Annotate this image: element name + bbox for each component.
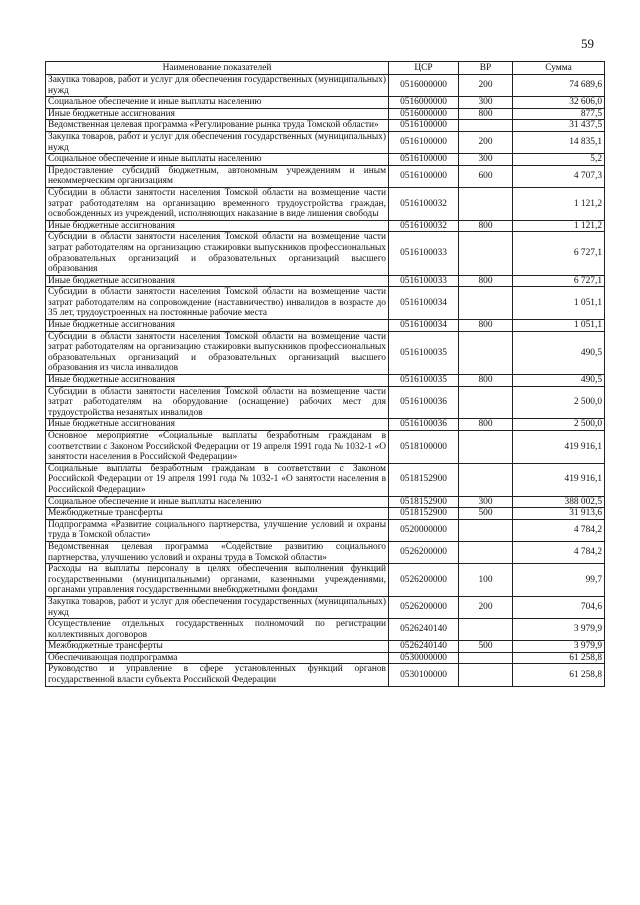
row-name-cell: Ведомственная целевая программа «Содействие развитию социального партнерства, улучшению условий и охраны труда в Томской области» (46, 541, 389, 563)
row-sum-cell: 4 784,2 (513, 519, 605, 541)
row-csr-cell: 0516100036 (389, 386, 459, 419)
row-vr-cell (459, 652, 513, 664)
row-csr-cell: 0516000000 (389, 108, 459, 120)
row-sum-cell: 61 258,8 (513, 664, 605, 686)
table-row (46, 232, 605, 275)
row-sum-cell: 490,5 (513, 375, 605, 387)
table-row (46, 220, 605, 232)
table-row (46, 596, 605, 618)
table-row (46, 108, 605, 120)
row-vr-cell: 500 (459, 641, 513, 653)
row-sum-cell: 1 051,1 (513, 287, 605, 320)
row-vr-cell: 100 (459, 564, 513, 597)
row-name-cell: Межбюджетные трансферты (46, 641, 389, 653)
row-sum-cell: 5,2 (513, 154, 605, 166)
row-csr-cell: 0516100032 (389, 220, 459, 232)
row-name-cell: Социальное обеспечение и иные выплаты населению (46, 154, 389, 166)
row-vr-cell (459, 187, 513, 220)
row-vr-cell: 800 (459, 419, 513, 431)
row-vr-cell: 800 (459, 275, 513, 287)
table-row (46, 431, 605, 464)
row-csr-cell: 0518152900 (389, 463, 459, 496)
row-vr-cell (459, 287, 513, 320)
row-name-cell: Иные бюджетные ассигнования (46, 419, 389, 431)
row-csr-cell: 0516100035 (389, 331, 459, 374)
table-row (46, 275, 605, 287)
table-row (46, 120, 605, 132)
row-name-cell: Осуществление отдельных государственных полномочий по регистрации коллективных договоров (46, 619, 389, 641)
row-sum-cell: 6 727,1 (513, 275, 605, 287)
row-name-cell: Субсидии в области занятости населения Томской области на возмещение части затрат работодателям на организацию стажировки выпускников профессиональных образовательных организаций и образовательных организаций высшего образования из числа инвалидов (46, 331, 389, 374)
table-row (46, 519, 605, 541)
row-csr-cell: 0526200000 (389, 596, 459, 618)
row-vr-cell: 200 (459, 131, 513, 153)
row-vr-cell: 200 (459, 596, 513, 618)
row-vr-cell: 800 (459, 320, 513, 332)
row-sum-cell: 3 979,9 (513, 641, 605, 653)
row-sum-cell: 32 606,0 (513, 97, 605, 109)
table-header-row (46, 62, 605, 75)
row-sum-cell: 1 051,1 (513, 320, 605, 332)
row-name-cell: Руководство и управление в сфере установленных функций органов государственной власти субъекта Российской Федерации (46, 664, 389, 686)
table-row (46, 564, 605, 597)
table-row (46, 287, 605, 320)
row-vr-cell: 300 (459, 97, 513, 109)
row-name-cell: Закупка товаров, работ и услуг для обеспечения государственных (муниципальных) нужд (46, 596, 389, 618)
row-csr-cell: 0526240140 (389, 641, 459, 653)
row-csr-cell: 0516100000 (389, 165, 459, 187)
table-row (46, 463, 605, 496)
row-name-cell: Закупка товаров, работ и услуг для обеспечения государственных (муниципальных) нужд (46, 75, 389, 97)
row-csr-cell: 0516000000 (389, 75, 459, 97)
row-name-cell: Расходы на выплаты персоналу в целях обеспечения выполнения функций государственными (муниципальными) органами, казенными учреждениями, органами управления государственными внебюджетными фондами (46, 564, 389, 597)
row-vr-cell (459, 541, 513, 563)
column-header-name: Наименование показателей (46, 62, 389, 75)
row-name-cell: Закупка товаров, работ и услуг для обеспечения государственных (муниципальных) нужд (46, 131, 389, 153)
row-name-cell: Социальные выплаты безработным гражданам в соответствии с Законом Российской Федерации от 19 апреля 1991 года № 1032-1 «О занятости населения в Российской Федерации» (46, 463, 389, 496)
row-sum-cell: 490,5 (513, 331, 605, 374)
row-csr-cell: 0518152900 (389, 496, 459, 508)
row-sum-cell: 419 916,1 (513, 431, 605, 464)
row-csr-cell: 0530100000 (389, 664, 459, 686)
table-row (46, 496, 605, 508)
row-sum-cell: 4 784,2 (513, 541, 605, 563)
page-number: 59 (581, 36, 594, 51)
row-csr-cell: 0516100000 (389, 120, 459, 132)
row-csr-cell: 0516100032 (389, 187, 459, 220)
row-name-cell: Социальное обеспечение и иные выплаты населению (46, 97, 389, 109)
row-vr-cell (459, 120, 513, 132)
row-name-cell: Иные бюджетные ассигнования (46, 375, 389, 387)
row-name-cell: Подпрограмма «Развитие социального партнерства, улучшение условий и охраны труда в Томской области» (46, 519, 389, 541)
row-name-cell: Иные бюджетные ассигнования (46, 108, 389, 120)
row-sum-cell: 6 727,1 (513, 232, 605, 275)
row-vr-cell: 800 (459, 108, 513, 120)
row-csr-cell: 0518152900 (389, 508, 459, 520)
row-csr-cell: 0516100033 (389, 232, 459, 275)
row-sum-cell: 74 689,6 (513, 75, 605, 97)
row-csr-cell: 0516100033 (389, 275, 459, 287)
row-csr-cell: 0530000000 (389, 652, 459, 664)
row-vr-cell (459, 664, 513, 686)
row-vr-cell: 600 (459, 165, 513, 187)
row-name-cell: Основное мероприятие «Социальные выплаты безработным гражданам в соответствии с Законом Российской Федерации от 19 апреля 1991 года № 1032-1 «О занятости населения в Российской Федерации» (46, 431, 389, 464)
table-row (46, 664, 605, 686)
row-name-cell: Субсидии в области занятости населения Томской области на возмещение части затрат работодателям на оборудование (оснащение) рабочих мест для трудоустройства незанятых инвалидов (46, 386, 389, 419)
column-header-vr: ВР (459, 62, 513, 75)
row-sum-cell: 419 916,1 (513, 463, 605, 496)
row-csr-cell: 0516100000 (389, 131, 459, 153)
row-sum-cell: 61 258,8 (513, 652, 605, 664)
table-row (46, 97, 605, 109)
row-vr-cell (459, 232, 513, 275)
row-sum-cell: 99,7 (513, 564, 605, 597)
row-name-cell: Социальное обеспечение и иные выплаты населению (46, 496, 389, 508)
row-csr-cell: 0516100035 (389, 375, 459, 387)
row-csr-cell: 0520000000 (389, 519, 459, 541)
table-row (46, 619, 605, 641)
row-csr-cell: 0516100036 (389, 419, 459, 431)
column-header-sum: Сумма (513, 62, 605, 75)
table-row (46, 386, 605, 419)
table-row (46, 320, 605, 332)
row-sum-cell: 2 500,0 (513, 419, 605, 431)
table-row (46, 419, 605, 431)
table-row (46, 652, 605, 664)
row-vr-cell: 200 (459, 75, 513, 97)
row-sum-cell: 704,6 (513, 596, 605, 618)
row-vr-cell: 800 (459, 220, 513, 232)
row-sum-cell: 2 500,0 (513, 386, 605, 419)
row-vr-cell (459, 463, 513, 496)
row-csr-cell: 0526240140 (389, 619, 459, 641)
row-sum-cell: 1 121,2 (513, 187, 605, 220)
row-name-cell: Субсидии в области занятости населения Томской области на возмещение части затрат работодателям на организацию временного трудоустройства граждан, освобожденных из учреждений, исполняющих наказание в виде лишения свободы (46, 187, 389, 220)
column-header-csr: ЦСР (389, 62, 459, 75)
row-vr-cell (459, 519, 513, 541)
row-csr-cell: 0526200000 (389, 541, 459, 563)
table-row (46, 541, 605, 563)
row-name-cell: Обеспечивающая подпрограмма (46, 652, 389, 664)
row-name-cell: Субсидии в области занятости населения Томской области на возмещение части затрат работодателям на сопровождение (наставничество) инвалидов в возрасте до 35 лет, трудоустроенных на постоянные рабочие места (46, 287, 389, 320)
table-row (46, 154, 605, 166)
row-vr-cell: 300 (459, 496, 513, 508)
row-csr-cell: 0526200000 (389, 564, 459, 597)
row-name-cell: Иные бюджетные ассигнования (46, 220, 389, 232)
row-sum-cell: 4 707,3 (513, 165, 605, 187)
row-name-cell: Ведомственная целевая программа «Регулирование рынка труда Томской области» (46, 120, 389, 132)
row-name-cell: Иные бюджетные ассигнования (46, 320, 389, 332)
row-vr-cell: 500 (459, 508, 513, 520)
row-sum-cell: 1 121,2 (513, 220, 605, 232)
row-vr-cell (459, 431, 513, 464)
table-row (46, 187, 605, 220)
table-row (46, 508, 605, 520)
row-csr-cell: 0516000000 (389, 97, 459, 109)
table-row (46, 331, 605, 374)
row-vr-cell (459, 619, 513, 641)
row-name-cell: Иные бюджетные ассигнования (46, 275, 389, 287)
row-csr-cell: 0516100034 (389, 320, 459, 332)
budget-table (45, 61, 605, 687)
row-sum-cell: 14 835,1 (513, 131, 605, 153)
row-sum-cell: 3 979,9 (513, 619, 605, 641)
row-sum-cell: 31 437,5 (513, 120, 605, 132)
row-vr-cell: 800 (459, 375, 513, 387)
row-sum-cell: 877,5 (513, 108, 605, 120)
row-sum-cell: 388 002,5 (513, 496, 605, 508)
table-row (46, 641, 605, 653)
table-row (46, 165, 605, 187)
row-vr-cell (459, 386, 513, 419)
row-name-cell: Межбюджетные трансферты (46, 508, 389, 520)
row-csr-cell: 0518100000 (389, 431, 459, 464)
row-csr-cell: 0516100000 (389, 154, 459, 166)
row-sum-cell: 31 913,6 (513, 508, 605, 520)
table-row (46, 75, 605, 97)
table-row (46, 375, 605, 387)
row-vr-cell (459, 331, 513, 374)
table-body (46, 75, 605, 687)
row-name-cell: Предоставление субсидий бюджетным, автономным учреждениям и иным некоммерческим организациям (46, 165, 389, 187)
row-name-cell: Субсидии в области занятости населения Томской области на возмещение части затрат работодателям на организацию стажировки выпускников профессиональных образовательных организаций и образовательных организаций высшего образования (46, 232, 389, 275)
row-vr-cell: 300 (459, 154, 513, 166)
table-row (46, 131, 605, 153)
row-csr-cell: 0516100034 (389, 287, 459, 320)
